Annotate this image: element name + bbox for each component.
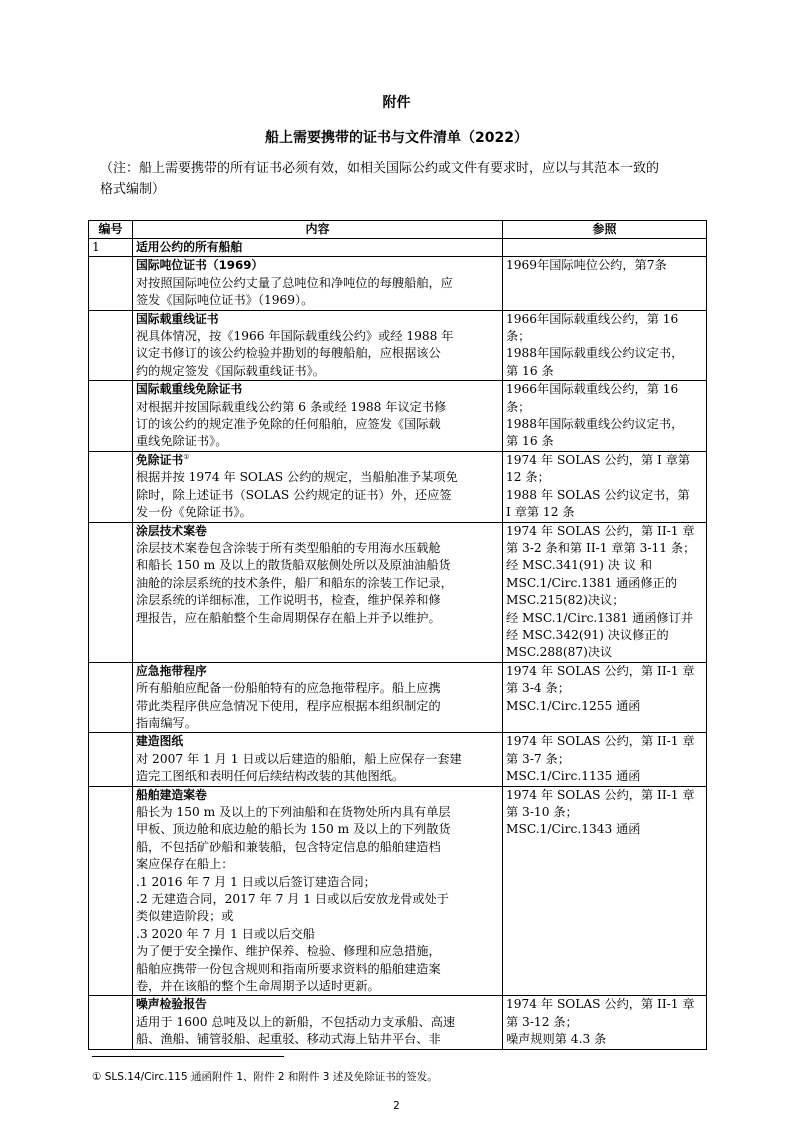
- reference-line: 1974 年 SOLAS 公约，第 II-1 章: [506, 523, 695, 538]
- item-description-line: 订的该公约的规定准予免除的任何船舶，应签发《国际载: [136, 417, 441, 432]
- reference-line: 第 3-10 条；: [506, 805, 578, 819]
- header-number: 编号: [89, 221, 133, 239]
- reference-line: 1988年国际载重线公约议定书，: [506, 417, 684, 432]
- item-description-line: 议定书修订的该公约检验并勘划的每艘船舶，应根据该公: [136, 346, 441, 361]
- header-reference: 参照: [503, 221, 707, 239]
- reference-line: MSC.1/Circ.1343 通函: [506, 822, 641, 837]
- annex-heading: 附件: [382, 95, 411, 111]
- row-content-cell: [133, 257, 503, 310]
- item-description-line: 船，不包括矿砂船和兼装船，包含特定信息的船舶建造档: [136, 839, 441, 854]
- item-description-line: 发一份《免除证书》。: [136, 505, 252, 520]
- footnote-reference: ①: [183, 452, 190, 461]
- reference-line: 第 3-7 条；: [506, 751, 570, 766]
- table-row: [89, 733, 707, 786]
- section-number: 1: [89, 239, 133, 257]
- table-row: [89, 257, 707, 310]
- reference-line: 第 3-12 条；: [506, 1014, 578, 1029]
- reference-line: 经 MSC.1/Circ.1381 通函修订并: [506, 610, 694, 625]
- item-title: 免除证书: [136, 452, 184, 467]
- reference-line: 1966年国际载重线公约，第 16: [506, 311, 679, 326]
- item-title: 噪声检验报告: [136, 997, 207, 1012]
- table-row: [89, 996, 707, 1049]
- row-reference-cell: [503, 381, 707, 452]
- section-reference: [503, 239, 707, 257]
- item-description-line: 为了便于安全操作、维护保养、检验、修理和应急措施，: [136, 944, 441, 959]
- item-description-line: 对 2007 年 1 月 1 日或以后建造的船舶，船上应保存一套建: [136, 751, 462, 766]
- row-content-cell: [133, 786, 503, 996]
- reference-line: 1974 年 SOLAS 公约，第 II-1 章: [506, 997, 695, 1012]
- reference-line: 1969年国际吨位公约，第7条: [506, 258, 667, 273]
- reference-line: 经 MSC.342(91) 决议修正的: [506, 627, 669, 642]
- row-reference-cell: [503, 310, 707, 381]
- item-description-line: 油舱的涂层系统的技术条件，船厂和船东的涂装工作记录，: [136, 575, 453, 590]
- row-number-cell: [89, 996, 133, 1049]
- row-reference-cell: [503, 522, 707, 662]
- reference-line: 第 16 条: [506, 434, 554, 449]
- reference-line: 1974 年 SOLAS 公约，第 I 章第: [506, 452, 691, 467]
- document-title: 船上需要携带的证书与文件清单（2022）: [265, 130, 528, 146]
- item-title: 应急拖带程序: [136, 663, 207, 678]
- item-description-line: 指南编写。: [136, 715, 197, 730]
- item-description-line: 造完工图纸和表明任何后续结构改装的其他图纸。: [136, 769, 405, 784]
- table-row: [89, 662, 707, 733]
- reference-line: 1988年国际载重线公约议定书，: [506, 346, 684, 361]
- item-description-line: .1 2016 年 7 月 1 日或以后签订建造合同；: [136, 874, 376, 889]
- table-row: [89, 786, 707, 996]
- item-description-line: .2 无建造合同，2017 年 7 月 1 日或以后安放龙骨或处于: [136, 892, 449, 907]
- table-header-row: [89, 221, 707, 239]
- reference-line: 1974 年 SOLAS 公约，第 II-1 章: [506, 734, 695, 749]
- item-description-line: 适用于 1600 总吨及以上的新船，不包括动力支承船、高速: [136, 1014, 456, 1029]
- item-description-line: 重线免除证书》。: [136, 434, 228, 449]
- row-reference-cell: [503, 451, 707, 522]
- row-content-cell: [133, 381, 503, 452]
- row-number-cell: [89, 257, 133, 310]
- row-content-cell: [133, 451, 503, 522]
- table-row: [89, 310, 707, 381]
- item-title: 国际吨位证书（1969）: [136, 258, 264, 273]
- reference-line: 1974 年 SOLAS 公约，第 II-1 章: [506, 663, 695, 678]
- item-description-line: 约的规定签发《国际载重线证书》。: [136, 363, 325, 378]
- footnote: [92, 1069, 438, 1084]
- row-reference-cell: [503, 257, 707, 310]
- table-row: [89, 451, 707, 522]
- item-description-line: 除时，除上述证书（SOLAS 公约规定的证书）外，还应签: [136, 487, 452, 502]
- item-description-line: 签发《国际吨位证书》（1969）。: [136, 293, 314, 308]
- reference-line: 噪声规则第 4.3 条: [506, 1032, 607, 1047]
- row-reference-cell: [503, 786, 707, 996]
- item-description-line: 涂层系统的详细标准，工作说明书，检查，维护保养和修: [136, 593, 441, 608]
- item-description-line: 涂层技术案卷包含涂装于所有类型船舶的专用海水压载舱: [136, 540, 441, 555]
- row-number-cell: [89, 451, 133, 522]
- reference-line: I 章第 12 条: [506, 505, 575, 520]
- reference-line: 1974 年 SOLAS 公约，第 II-1 章: [506, 787, 695, 802]
- reference-line: 1988 年 SOLAS 公约议定书，第: [506, 487, 690, 502]
- item-description-line: 和船长 150 m 及以上的散货船双舷侧处所以及原油油船货: [136, 558, 451, 573]
- row-number-cell: [89, 381, 133, 452]
- item-description-line: 带此类程序供应急情况下使用，程序应根据本组织制定的: [136, 698, 441, 713]
- item-description-line: 卷，并在该船的整个生命周期予以适时更新。: [136, 979, 380, 994]
- footnote-divider: [92, 1056, 284, 1057]
- reference-line: MSC.288(87)决议: [506, 645, 613, 660]
- reference-line: 12 条；: [506, 470, 550, 485]
- item-description-line: 根据并按 1974 年 SOLAS 公约的规定，当船舶准予某项免: [136, 470, 458, 485]
- reference-line: 第 3-2 条和第 II-1 章第 3-11 条；: [506, 540, 696, 555]
- row-reference-cell: [503, 996, 707, 1049]
- item-description-line: 船舶应携带一份包含规则和指南所要求资料的船舶建造案: [136, 961, 441, 976]
- note-paragraph: [100, 158, 700, 200]
- reference-line: 条；: [506, 399, 531, 414]
- row-reference-cell: [503, 733, 707, 786]
- item-title: 涂层技术案卷: [136, 523, 207, 538]
- item-title: 国际载重线免除证书: [136, 382, 243, 397]
- table-row: [89, 522, 707, 662]
- reference-line: 条；: [506, 329, 531, 344]
- row-number-cell: [89, 786, 133, 996]
- row-number-cell: [89, 522, 133, 662]
- item-title: 船舶建造案卷: [136, 787, 207, 802]
- row-content-cell: [133, 662, 503, 733]
- row-number-cell: [89, 733, 133, 786]
- footnote-text: SLS.14/Circ.115 通函附件 1、附件 2 和附件 3 述及免除证书的签发。: [104, 1071, 438, 1083]
- item-description-line: .3 2020 年 7 月 1 日或以后交船: [136, 926, 315, 941]
- reference-line: 第 16 条: [506, 363, 554, 378]
- reference-line: MSC.1/Circ.1255 通函: [506, 698, 641, 713]
- item-description-line: 船长为 150 m 及以上的下列油船和在货物处所内具有单层: [136, 805, 451, 819]
- section-title: 适用公约的所有船舶: [133, 239, 503, 257]
- row-number-cell: [89, 662, 133, 733]
- item-description-line: 对根据并按国际载重线公约第 6 条或经 1988 年议定书修: [136, 399, 447, 414]
- reference-line: 经 MSC.341(91) 决 议 和: [506, 558, 653, 573]
- item-description-line: 类似建造阶段；或: [136, 909, 234, 924]
- item-title: 建造图纸: [136, 734, 184, 749]
- item-description-line: 对按照国际吨位公约丈量了总吨位和净吨位的每艘船舶，应: [136, 275, 453, 290]
- item-description-line: 视具体情况，按《1966 年国际载重线公约》或经 1988 年: [136, 329, 454, 344]
- page-number: 2: [393, 1100, 400, 1112]
- section-row: [89, 239, 707, 257]
- row-number-cell: [89, 310, 133, 381]
- row-content-cell: [133, 733, 503, 786]
- header-content: 内容: [133, 221, 503, 239]
- reference-line: MSC.1/Circ.1135 通函: [506, 769, 641, 784]
- reference-line: MSC.1/Circ.1381 通函修正的: [506, 575, 678, 590]
- certificates-table: [88, 220, 707, 1050]
- footnote-marker: ①: [92, 1071, 102, 1083]
- row-content-cell: [133, 522, 503, 662]
- table-row: [89, 381, 707, 452]
- reference-line: MSC.215(82)决议；: [506, 593, 625, 608]
- note-line: （注：船上需要携带的所有证书必须有效，如相关国际公约或文件有要求时，应以与其范本一致的: [100, 161, 660, 176]
- item-description-line: 案应保存在船上：: [136, 857, 234, 872]
- item-description-line: 理报告，应在船舶整个生命周期保存在船上并予以维护。: [136, 610, 441, 625]
- row-content-cell: [133, 996, 503, 1049]
- item-title: 国际载重线证书: [136, 311, 219, 326]
- row-content-cell: [133, 310, 503, 381]
- item-description-line: 船、渔船、铺管驳船、起重驳、移动式海上钻井平台、非: [136, 1032, 441, 1047]
- reference-line: 第 3-4 条；: [506, 681, 570, 696]
- reference-line: 1966年国际载重线公约，第 16: [506, 382, 679, 397]
- item-description-line: 所有船舶应配备一份船舶特有的应急拖带程序。船上应携: [136, 681, 441, 696]
- note-line: 格式编制）: [100, 182, 166, 197]
- row-reference-cell: [503, 662, 707, 733]
- item-description-line: 甲板、顶边舱和底边舱的船长为 150 m 及以上的下列散货: [136, 822, 451, 837]
